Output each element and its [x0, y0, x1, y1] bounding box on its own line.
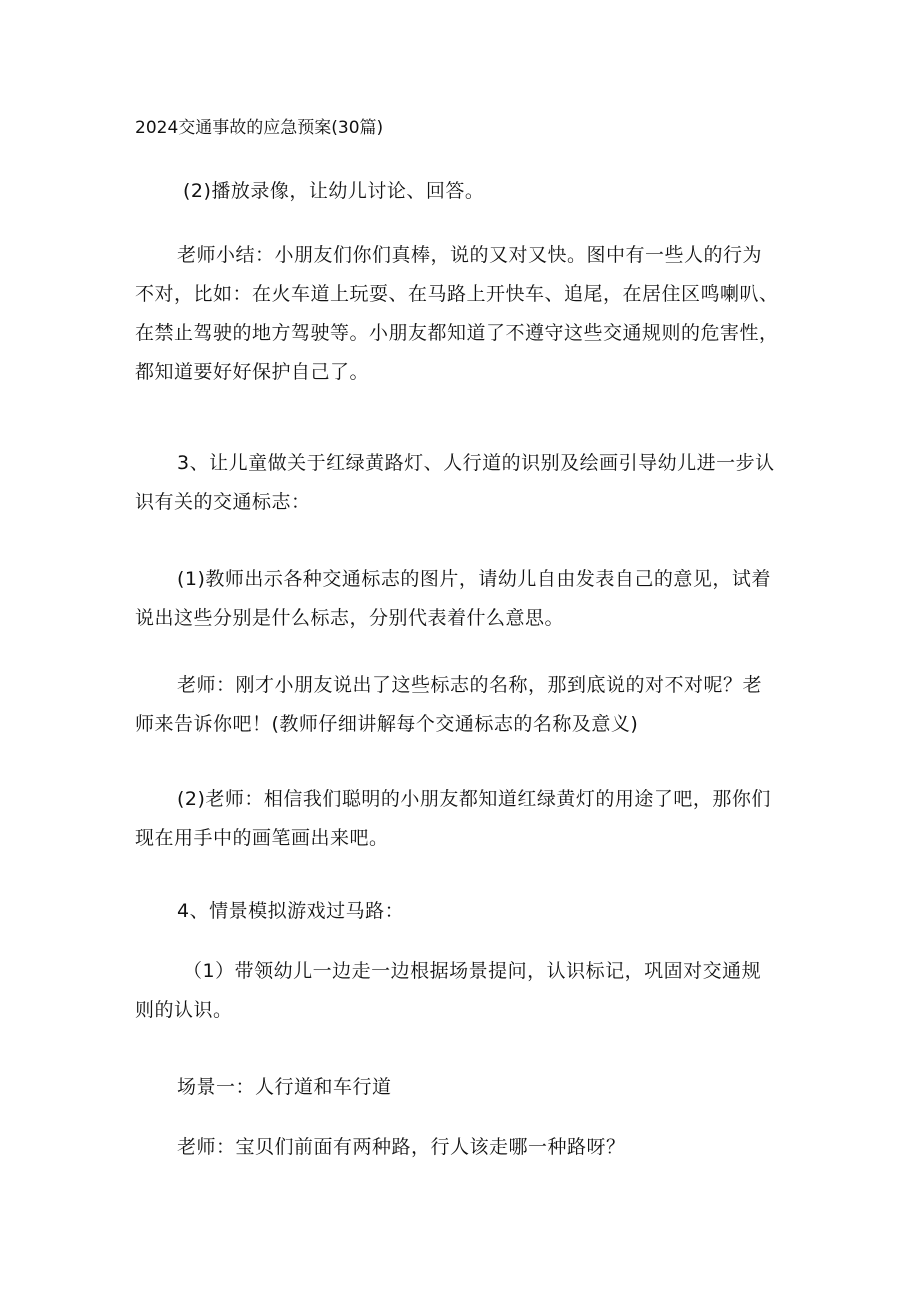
- paragraph-teacher-summary: 老师小结：小朋友们你们真棒，说的又对又快。图中有一些人的行为不对，比如：在火车道上玩耍、在马路上开快车、追尾，在居住区鸣喇叭、在禁止驾驶的地方驾驶等。小朋友都知道了不遵守这些交通规则的危害性，都知道要好好保护自己了。: [135, 244, 779, 383]
- paragraph-step-3: 3、让儿童做关于红绿黄路灯、人行道的识别及绘画引导幼儿进一步认识有关的交通标志：: [135, 452, 775, 513]
- paragraph-teacher-question: 老师：宝贝们前面有两种路，行人该走哪一种路呀？: [177, 1136, 626, 1158]
- paragraph-draw-lights: (2)老师：相信我们聪明的小朋友都知道红绿黄灯的用途了吧，那你们现在用手中的画笔画出来吧。: [135, 788, 771, 849]
- paragraph-show-signs: (1)教师出示各种交通标志的图片，请幼儿自由发表自己的意见，试着说出这些分别是什么标志，分别代表着什么意思。: [135, 568, 771, 629]
- paragraph-scene-one: 场景一：人行道和车行道: [177, 1076, 392, 1098]
- paragraph-teacher-explain: 老师：刚才小朋友说出了这些标志的名称，那到底说的对不对呢？老师来告诉你吧！(教师仔细讲解每个交通标志的名称及意义): [135, 674, 763, 735]
- paragraph-lead-children: （1）带领幼儿一边走一边根据场景提问，认识标记，巩固对交通规则的认识。: [135, 960, 762, 1021]
- paragraph-play-video: (2)播放录像，让幼儿讨论、回答。: [183, 180, 485, 202]
- paragraph-step-4: 4、情景模拟游戏过马路：: [177, 900, 405, 922]
- document-title: 2024交通事故的应急预案(30篇): [135, 118, 384, 138]
